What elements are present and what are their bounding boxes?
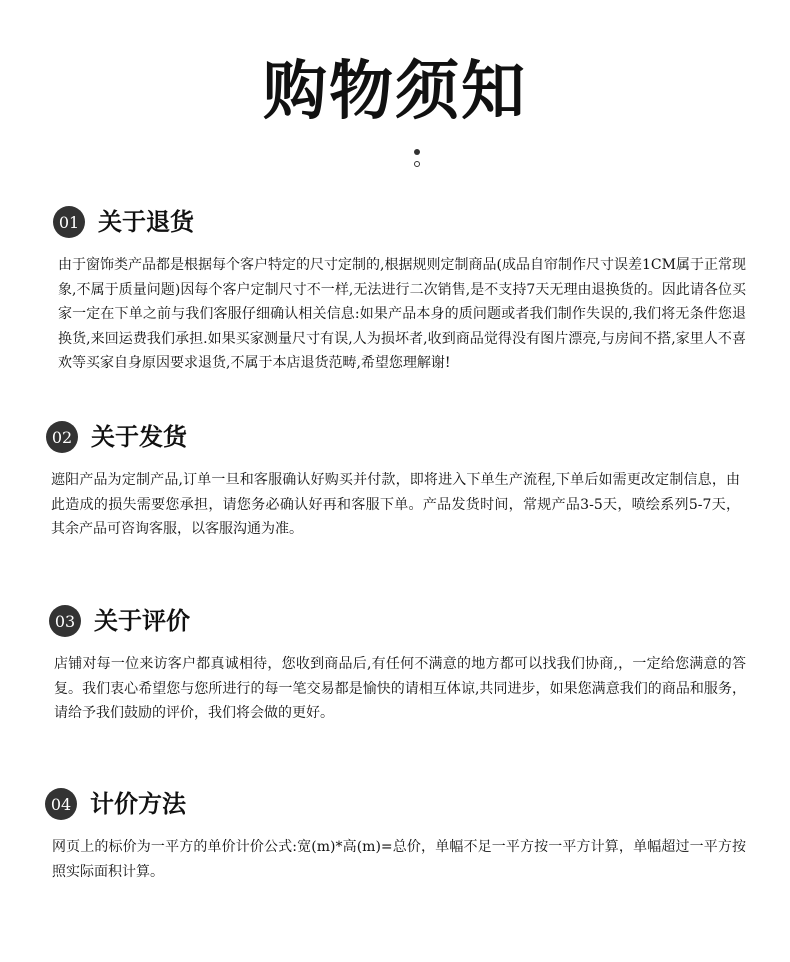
section-number-badge: 02 [46, 421, 78, 453]
dot-filled-icon [414, 149, 420, 155]
section-body: 店铺对每一位来访客户都真诚相待，您收到商品后,有任何不满意的地方都可以找我们协商,，一定给您满意的答复。我们衷心希望您与您所进行的每一笔交易都是愉快的请相互体谅,共同进步，如果您满意我们的商品和服务，请给予我们鼓励的评价，我们将会做的更好。 [54, 656, 746, 721]
section-header [46, 420, 746, 454]
page-title: 购物须知 [263, 54, 527, 129]
section-body: 由于窗饰类产品都是根据每个客户特定的尺寸定制的,根据规则定制商品(成品自帘制作尺寸误差1CM属于正常现象,不属于质量问题)因每个客户定制尺寸不一样,无法进行二次销售,是不支持7天无理由退换货的。因此请各位买家一定在下单之前与我们客服仔细确认相关信息:如果产品本身的质问题或者我们制作失误的,我们将无条件您退换货,来回运费我们承担.如果买家测量尺寸有误,人为损坏者,收到商品觉得没有图片漂亮,与房间不搭,家里人不喜欢等买家自身原因要求退货,不属于本店退货范畴,希望您理解谢! [58, 257, 746, 371]
section-body: 网页上的标价为一平方的单价计价公式:宽(m)*高(m)=总价，单幅不足一平方按一平方计算，单幅超过一平方按照实际面积计算。 [52, 839, 746, 880]
dot-hollow-icon [414, 161, 420, 167]
section-body: 遮阳产品为定制产品,订单一旦和客服确认好购买并付款，即将进入下单生产流程,下单后如需更改定制信息，由此造成的损失需要您承担，请您务必确认好再和客服下单。产品发货时间，常规产品3-5天，喷绘系列5-7天，其余产品可咨询客服，以客服沟通为准。 [51, 472, 740, 537]
section-header [45, 787, 746, 821]
section-heading: 关于发货 [91, 422, 187, 451]
section-shipping [46, 420, 746, 542]
section-heading: 关于退货 [98, 207, 194, 236]
section-pricing [45, 787, 746, 884]
section-header [49, 604, 746, 638]
section-returns [53, 205, 746, 376]
decorative-dots [414, 149, 424, 173]
section-number-badge: 03 [49, 605, 81, 637]
section-heading: 计价方法 [90, 789, 186, 818]
section-reviews [49, 604, 746, 726]
section-heading: 关于评价 [94, 606, 190, 635]
section-number-badge: 04 [45, 788, 77, 820]
section-number-badge: 01 [53, 206, 85, 238]
section-header [53, 205, 746, 239]
